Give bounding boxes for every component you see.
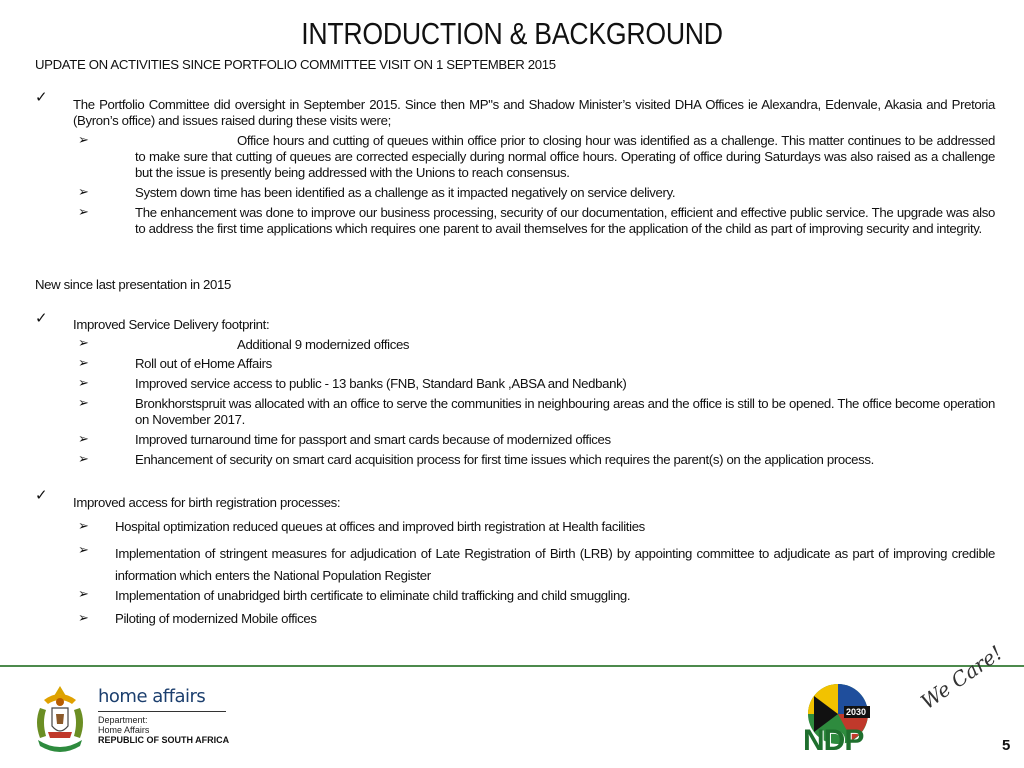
section1-check-text: The Portfolio Committee did oversight in September 2015. Since then MP"s and Shadow Minister’s visited DHA Offices ie Alexandra, Edenvale, Akasia and Pretoria (Byron’s office) and issues raised during these visits were; [73,97,995,128]
arrow-bullet-icon: ➢ [78,431,89,446]
section2-bullet3: Improved service access to public - 13 banks (FNB, Standard Bank ,ABSA and Nedbank) [135,376,627,391]
we-care-slogan: We Care! [916,640,1007,714]
section3-bullet2: Implementation of stringent measures for adjudication of Late Registration of Birth (LRB) by appointing committee to adjudicate as part of improving credible information which enters the National Population Register [115,546,995,583]
coat-of-arms-icon [30,682,90,758]
arrow-bullet-icon: ➢ [78,586,89,601]
arrow-bullet-icon: ➢ [78,184,89,199]
section2-bullet1: Additional 9 modernized offices [237,337,410,352]
section3-bullet3: Implementation of unabridged birth certificate to eliminate child trafficking and child smuggling. [115,588,631,603]
new-since-heading: New since last presentation in 2015 [35,277,231,292]
check-icon: ✓ [35,310,48,327]
arrow-bullet-icon: ➢ [78,335,89,350]
check-icon: ✓ [35,487,48,504]
arrow-bullet-icon: ➢ [78,518,89,533]
ndp-year: 2030 [846,707,867,717]
logo-department-label: Department: [98,715,148,725]
ndp-logo [800,684,880,756]
arrow-bullet-icon: ➢ [78,395,89,410]
section3-bullet1: Hospital optimization reduced queues at offices and improved birth registration at Health facilities [115,519,645,534]
arrow-bullet-icon: ➢ [78,451,89,466]
arrow-bullet-icon: ➢ [78,542,89,557]
section1-bullet2: System down time has been identified as a challenge as it impacted negatively on service delivery. [135,185,676,200]
logo-rule [98,711,226,712]
arrow-bullet-icon: ➢ [78,375,89,390]
arrow-bullet-icon: ➢ [78,610,89,625]
section2-bullet2: Roll out of eHome Affairs [135,356,272,371]
home-affairs-wordmark: home affairs [98,686,206,707]
section-subtitle: UPDATE ON ACTIVITIES SINCE PORTFOLIO COMMITTEE VISIT ON 1 SEPTEMBER 2015 [35,57,556,72]
section3-check-text: Improved access for birth registration processes: [73,495,341,510]
ndp-label: NDP [803,724,864,757]
home-affairs-logo [30,682,230,758]
footer-divider [0,665,1024,667]
section2-bullet6: Enhancement of security on smart card acquisition process for first time issues which requires the parent(s) on the application process. [135,452,874,467]
slide-title: INTRODUCTION & BACKGROUND [301,16,723,51]
page-number: 5 [1002,737,1011,754]
arrow-bullet-icon: ➢ [78,355,89,370]
section2-bullet5: Improved turnaround time for passport and smart cards because of modernized offices [135,432,611,447]
section2-bullet4: Bronkhorstspruit was allocated with an office to serve the communities in neighbouring areas and the office is still to be opened. The office become operation on November 2017. [135,396,995,427]
section1-bullet1: Office hours and cutting of queues within office prior to closing hour was identified as a challenge. This matter continues to be addressed to make sure that cutting of queues are corrected especially during normal office hours. Operating of office during Saturdays was also raised as a challenge but the issue is presently being addressed with the Unions to reach consensus. [135,133,995,180]
section3-bullet4: Piloting of modernized Mobile offices [115,611,317,626]
arrow-bullet-icon: ➢ [78,204,89,219]
arrow-bullet-icon: ➢ [78,132,89,147]
section2-check-text: Improved Service Delivery footprint: [73,317,270,332]
section1-bullet3: The enhancement was done to improve our business processing, security of our documentation, efficient and effective public service. The upgrade was also to address the first time applications which requires one parent to avail themselves for the application of the child as part of improving security and integrity. [135,205,995,236]
logo-country: REPUBLIC OF SOUTH AFRICA [98,735,230,745]
logo-department-name: Home Affairs [98,725,150,735]
check-icon: ✓ [35,89,48,106]
